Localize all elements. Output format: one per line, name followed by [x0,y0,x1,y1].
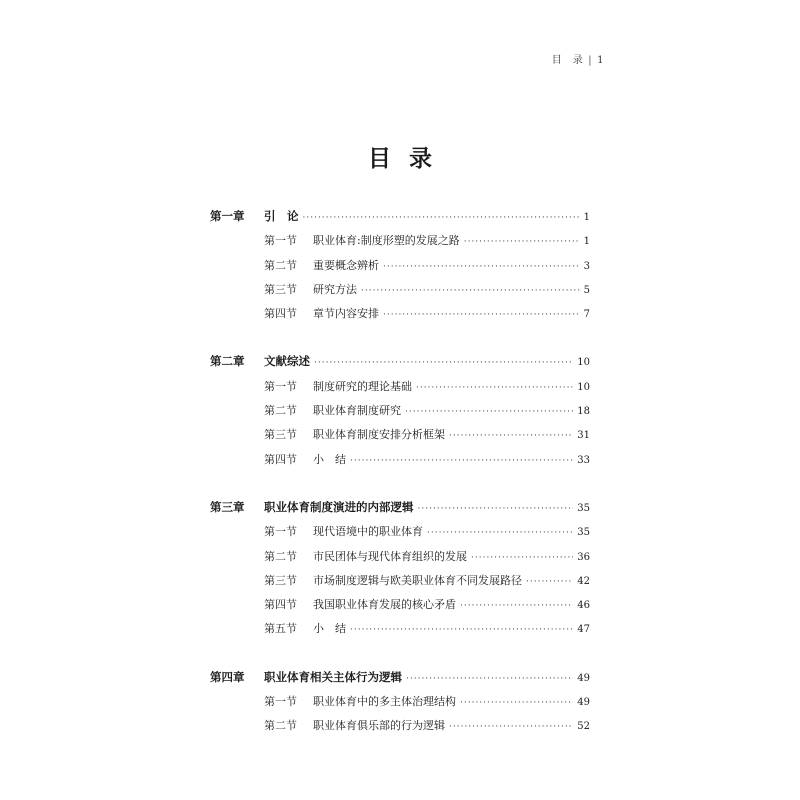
section-number: 第五节 [264,622,297,636]
toc-chapter-entry[interactable] [210,208,590,232]
section-title: 职业体育俱乐部的行为逻辑 [313,719,445,733]
section-page-number: 7 [583,309,590,321]
section-number: 第三节 [264,282,297,296]
section-title: 重要概念辨析 [313,258,379,272]
chapter-page-number: 10 [577,357,590,369]
section-page-number: 35 [577,527,590,539]
running-head [552,51,604,66]
dot-leader [464,237,580,247]
toc-section-entry[interactable] [210,717,590,741]
toc-chapter-entry[interactable] [210,353,590,377]
toc-section-entry[interactable] [210,523,590,547]
toc-chapter-entry[interactable] [210,669,590,693]
section-title: 市场制度逻辑与欧美职业体育不同发展路径 [313,573,522,587]
section-page-number: 5 [583,284,590,296]
section-page-number: 42 [577,575,590,587]
section-number: 第四节 [264,598,297,612]
section-number: 第二节 [264,549,297,563]
dot-leader [471,553,573,563]
toc-section-entry[interactable] [210,596,590,620]
dot-leader [314,358,573,368]
section-number: 第二节 [264,719,297,733]
section-number: 第四节 [264,307,297,321]
toc-section-entry[interactable] [210,281,590,305]
section-page-number: 10 [577,381,590,393]
chapter-page-number: 49 [577,672,590,684]
chapter-number: 第一章 [210,209,245,223]
section-title: 章节内容安排 [313,307,379,321]
dot-leader [460,601,573,611]
dot-leader [449,431,573,441]
toc-section-entry[interactable] [210,451,590,475]
section-number: 第二节 [264,258,297,272]
section-page-number: 33 [577,454,590,466]
chapter-number: 第三章 [210,499,245,514]
chapter-number: 第二章 [210,354,245,369]
toc-chapter [210,353,590,474]
running-head-title: 目 录 [551,55,584,66]
table-of-contents [210,208,590,766]
section-title: 市民团体与现代体育组织的发展 [313,549,467,563]
dot-leader [526,577,573,587]
toc-section-entry[interactable] [210,693,590,717]
chapter-page-number: 35 [577,502,590,514]
dot-leader [350,456,573,466]
toc-section-entry[interactable] [210,232,590,256]
section-number: 第一节 [264,234,297,248]
section-page-number: 46 [577,600,590,612]
dot-leader [406,674,573,684]
running-head-page: 1 [597,55,604,66]
section-title: 我国职业体育发展的核心矛盾 [313,598,456,612]
section-number: 第一节 [264,695,297,709]
dot-leader [405,407,573,417]
toc-section-entry[interactable] [210,378,590,402]
chapter-title: 职业体育制度演进的内部逻辑 [264,499,414,514]
toc-chapter [210,499,590,645]
section-page-number: 1 [583,236,590,248]
running-head-separator: | [588,55,593,66]
dot-leader [449,722,573,732]
dot-leader [383,262,580,272]
toc-section-entry[interactable] [210,548,590,572]
section-number: 第一节 [264,379,297,393]
dot-leader [416,383,573,393]
section-number: 第一节 [264,525,297,539]
dot-leader [303,213,580,223]
section-number: 第三节 [264,573,297,587]
dot-leader [361,286,580,296]
dot-leader [418,504,574,514]
section-title: 职业体育制度安排分析框架 [313,428,445,442]
toc-section-entry[interactable] [210,305,590,329]
section-title: 职业体育制度研究 [313,404,401,418]
chapter-page-number: 1 [583,212,590,223]
section-page-number: 3 [583,260,590,272]
section-page-number: 18 [577,406,590,418]
section-title: 研究方法 [313,282,357,296]
section-page-number: 49 [577,697,590,709]
section-title: 小 结 [313,622,346,636]
section-number: 第四节 [264,452,297,466]
dot-leader [383,310,580,320]
toc-chapter-entry[interactable] [210,499,590,523]
chapter-title: 文献综述 [264,354,310,369]
section-title: 职业体育中的多主体治理结构 [313,695,456,709]
chapter-title: 职业体育相关主体行为逻辑 [264,669,402,684]
section-page-number: 36 [577,551,590,563]
chapter-title: 引 论 [264,209,299,223]
page-title: 目录 [368,146,450,172]
toc-section-entry[interactable] [210,620,590,644]
chapter-number: 第四章 [210,669,245,684]
toc-chapter [210,208,590,329]
section-title: 职业体育:制度形塑的发展之路 [313,234,460,248]
dot-leader [460,698,573,708]
toc-section-entry[interactable] [210,572,590,596]
section-title: 小 结 [313,452,346,466]
dot-leader [427,528,573,538]
toc-section-entry[interactable] [210,257,590,281]
section-page-number: 52 [577,721,590,733]
section-page-number: 47 [577,624,590,636]
section-number: 第三节 [264,428,297,442]
toc-section-entry[interactable] [210,402,590,426]
section-page-number: 31 [577,430,590,442]
toc-chapter [210,669,590,742]
dot-leader [350,625,573,635]
section-title: 现代语境中的职业体育 [313,525,423,539]
section-number: 第二节 [264,404,297,418]
section-title: 制度研究的理论基础 [313,379,412,393]
toc-section-entry[interactable] [210,426,590,450]
